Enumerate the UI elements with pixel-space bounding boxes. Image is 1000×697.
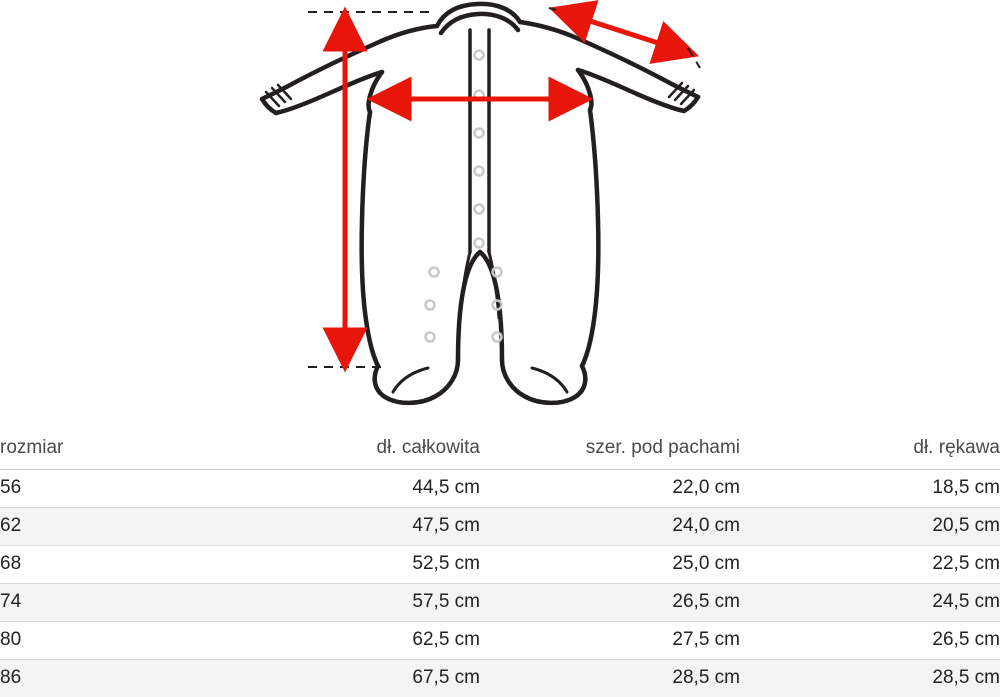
header-total-length: dł. całkowita bbox=[220, 430, 480, 470]
header-sleeve-length: dł. rękawa bbox=[740, 430, 1000, 470]
table-row bbox=[0, 660, 1000, 697]
cell-chest-width: 22,0 cm bbox=[480, 470, 740, 508]
table-row bbox=[0, 584, 1000, 622]
header-row bbox=[0, 430, 1000, 470]
cell-total-length: 47,5 cm bbox=[220, 508, 480, 546]
cell-total-length: 67,5 cm bbox=[220, 660, 480, 697]
cell-size: 86 bbox=[0, 660, 220, 697]
table-row bbox=[0, 470, 1000, 508]
cell-size: 80 bbox=[0, 622, 220, 660]
cell-chest-width: 24,0 cm bbox=[480, 508, 740, 546]
cell-sleeve-length: 24,5 cm bbox=[740, 584, 1000, 622]
cell-size: 56 bbox=[0, 470, 220, 508]
cell-total-length: 52,5 cm bbox=[220, 546, 480, 584]
cell-sleeve-length: 26,5 cm bbox=[740, 622, 1000, 660]
table-row bbox=[0, 546, 1000, 584]
cell-size: 74 bbox=[0, 584, 220, 622]
header-chest-width: szer. pod pachami bbox=[480, 430, 740, 470]
cell-sleeve-length: 18,5 cm bbox=[740, 470, 1000, 508]
table-row bbox=[0, 622, 1000, 660]
cell-sleeve-length: 22,5 cm bbox=[740, 546, 1000, 584]
cell-chest-width: 26,5 cm bbox=[480, 584, 740, 622]
cell-total-length: 62,5 cm bbox=[220, 622, 480, 660]
cell-total-length: 44,5 cm bbox=[220, 470, 480, 508]
table-body bbox=[0, 470, 1000, 697]
cell-sleeve-length: 28,5 cm bbox=[740, 660, 1000, 697]
table-header bbox=[0, 430, 1000, 470]
table-row bbox=[0, 508, 1000, 546]
cell-size: 68 bbox=[0, 546, 220, 584]
cell-chest-width: 27,5 cm bbox=[480, 622, 740, 660]
cell-chest-width: 25,0 cm bbox=[480, 546, 740, 584]
size-table bbox=[0, 430, 1000, 697]
cell-sleeve-length: 20,5 cm bbox=[740, 508, 1000, 546]
cell-chest-width: 28,5 cm bbox=[480, 660, 740, 697]
cell-total-length: 57,5 cm bbox=[220, 584, 480, 622]
cell-size: 62 bbox=[0, 508, 220, 546]
header-size: rozmiar bbox=[0, 430, 220, 470]
